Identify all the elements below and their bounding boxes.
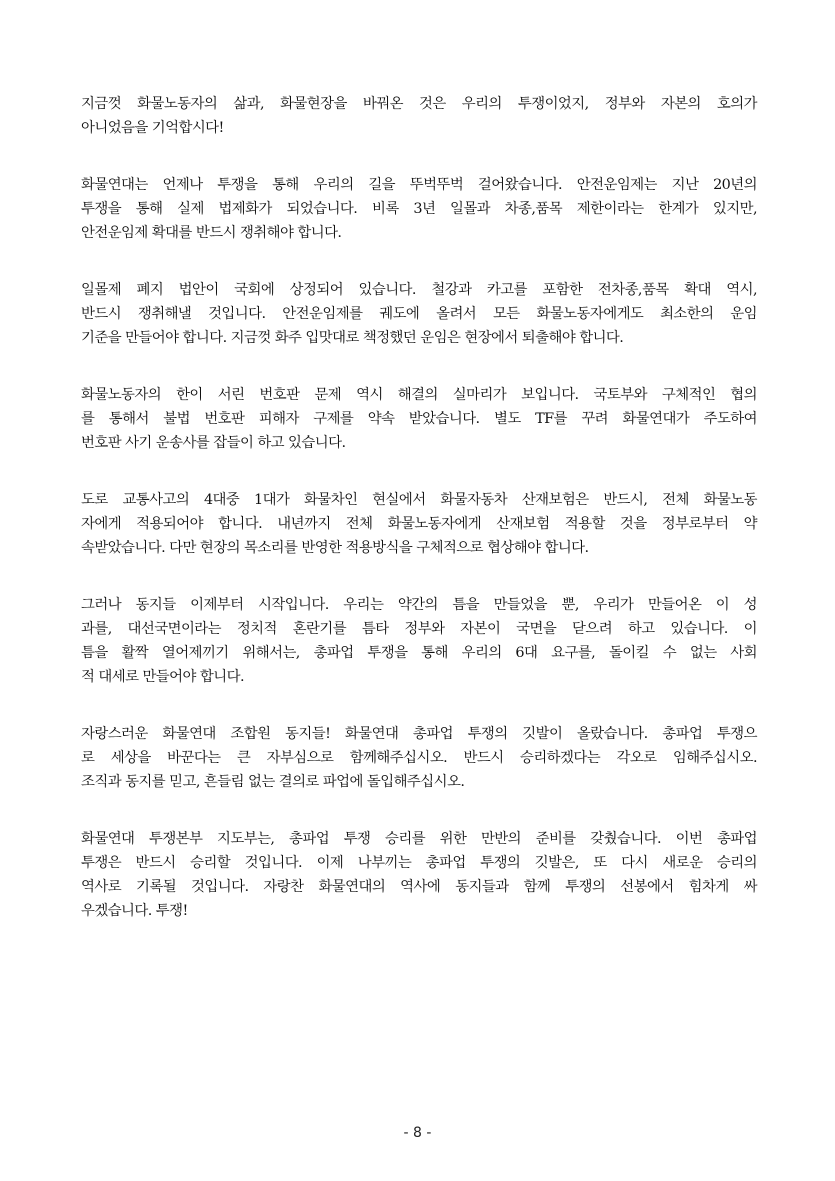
paragraph (81, 278, 757, 350)
paragraph-line: 화물연대는 언제나 투쟁을 통해 우리의 길을 뚜벅뚜벅 걸어왔습니다. 안전운임제는 지난 20년의 (81, 177, 757, 193)
paragraph-line: 틈을 활짝 열어제끼기 위해서는, 총파업 투쟁을 통해 우리의 6대 요구를, 돌이킬 수 없는 사회 (81, 645, 757, 661)
paragraph (81, 173, 757, 245)
paragraph-line: 화물연대 투쟁본부 지도부는, 총파업 투쟁 승리를 위한 만반의 준비를 갖췄습니다. 이번 총파업 (81, 831, 757, 847)
paragraph (81, 827, 757, 923)
paragraph-line: 기준을 만들어야 합니다. 지금껏 화주 입맛대로 책정했던 운임은 현장에서 퇴출해야 합니다. (81, 330, 624, 346)
paragraph-line: 번호판 사기 운송사를 잡들이 하고 있습니다. (81, 435, 346, 451)
paragraph-line: 자에게 적용되어야 합니다. 내년까지 전체 화물노동자에게 산재보험 적용할 것을 정부로부터 약 (81, 516, 757, 532)
paragraph-line: 역사로 기록될 것입니다. 자랑찬 화물연대의 역사에 동지들과 함께 투쟁의 선봉에서 힘차게 싸 (81, 879, 757, 895)
paragraph (81, 488, 757, 560)
paragraph-line: 그러나 동지들 이제부터 시작입니다. 우리는 약간의 틈을 만들었을 뿐, 우리가 만들어온 이 성 (81, 597, 757, 613)
paragraph-line: 조직과 동지를 믿고, 흔들림 없는 결의로 파업에 돌입해주십시오. (81, 774, 465, 790)
paragraph-line: 아니었음을 기억합시다! (81, 120, 224, 136)
paragraph-line: 과를, 대선국면이라는 정치적 혼란기를 틈타 정부와 자본이 국면을 닫으려 하고 있습니다. 이 (81, 621, 757, 637)
paragraph-line: 도로 교통사고의 4대중 1대가 화물차인 현실에서 화물자동차 산재보험은 반드시, 전체 화물노동 (81, 492, 757, 508)
paragraph-line: 자랑스러운 화물연대 조합원 동지들! 화물연대 총파업 투쟁의 깃발이 올랐습니다. 총파업 투쟁으 (81, 726, 757, 742)
paragraph (81, 92, 757, 140)
page-number: - 8 - (403, 1125, 432, 1141)
paragraph-line: 로 세상을 바꾼다는 큰 자부심으로 함께해주십시오. 반드시 승리하겠다는 각오로 임해주십시오. (81, 750, 757, 766)
paragraph-line: 지금껏 화물노동자의 삶과, 화물현장을 바꿔온 것은 우리의 투쟁이었지, 정부와 자본의 호의가 (81, 96, 757, 112)
paragraph-line: 화물노동자의 한이 서린 번호판 문제 역시 해결의 실마리가 보입니다. 국토부와 구체적인 협의 (81, 387, 757, 403)
paragraph-line: 투쟁은 반드시 승리할 것입니다. 이제 나부끼는 총파업 투쟁의 깃발은, 또 다시 새로운 승리의 (81, 855, 757, 871)
paragraph-line: 일몰제 폐지 법안이 국회에 상정되어 있습니다. 철강과 카고를 포함한 전차종,품목 확대 역시, (81, 282, 757, 298)
paragraph-line: 우겠습니다. 투쟁! (81, 903, 188, 919)
document-body (81, 92, 757, 956)
paragraph-line: 속받았습니다. 다만 현장의 목소리를 반영한 적용방식을 구체적으로 협상해야 합니다. (81, 540, 589, 556)
paragraph-line: 를 통해서 불법 번호판 피해자 구제를 약속 받았습니다. 별도 TF를 꾸려 화물연대가 주도하여 (81, 411, 757, 427)
paragraph (81, 383, 757, 455)
paragraph-line: 적 대세로 만들어야 합니다. (81, 669, 244, 685)
paragraph-line: 투쟁을 통해 실제 법제화가 되었습니다. 비록 3년 일몰과 차종,품목 제한이라는 한계가 있지만, (81, 201, 757, 217)
paragraph (81, 593, 757, 689)
paragraph (81, 722, 757, 794)
paragraph-line: 반드시 쟁취해낼 것입니다. 안전운임제를 궤도에 올려서 모든 화물노동자에게도 최소한의 운임 (81, 306, 757, 322)
paragraph-line: 안전운임제 확대를 반드시 쟁취해야 합니다. (81, 225, 342, 241)
